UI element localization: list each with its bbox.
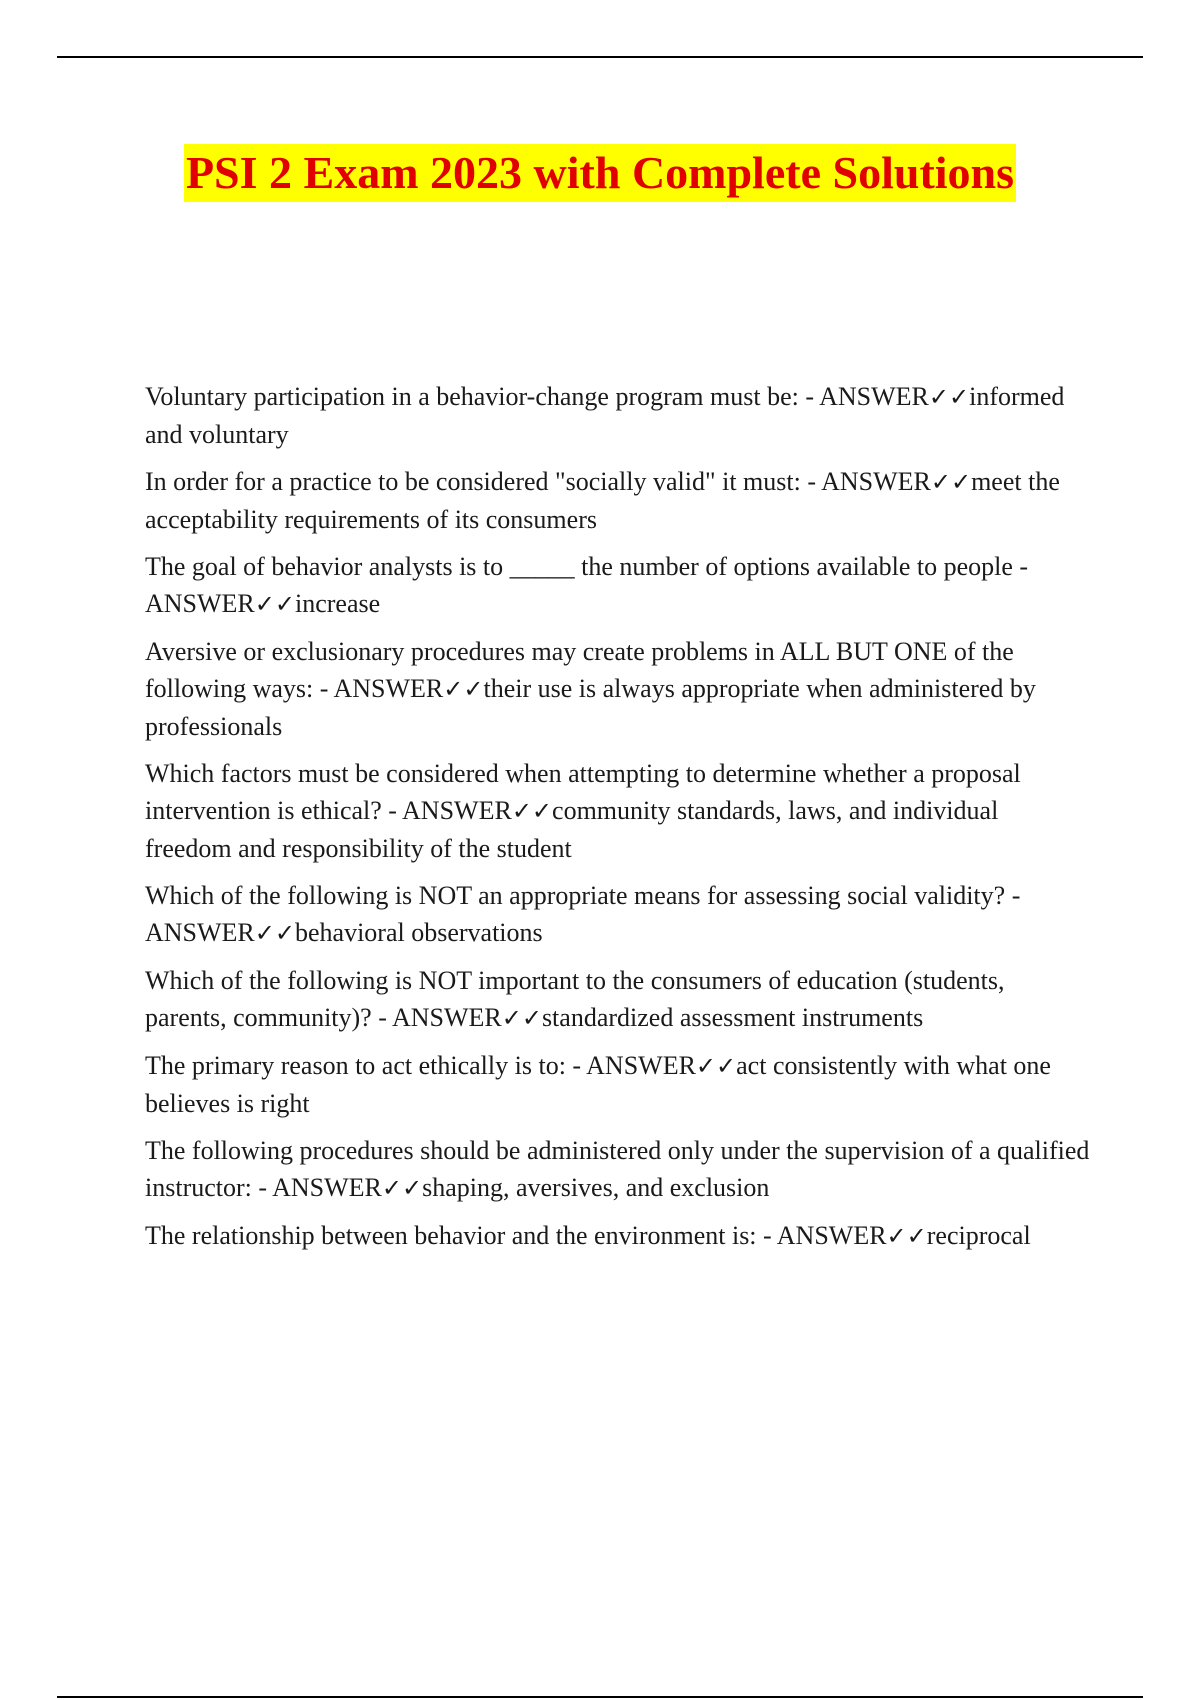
qa-item [145,1047,1090,1122]
answer-text: informed and voluntary [145,382,1065,449]
qa-item [145,1217,1090,1255]
answer-text: standardized assessment instruments [541,1003,924,1032]
question-text: Which of the following is NOT an appropriate means for assessing social validity? - [145,881,1021,910]
double-check-icon: ✓✓ [886,1222,927,1250]
qa-item [145,463,1090,538]
double-check-icon: ✓✓ [695,1052,737,1080]
qa-item [145,1132,1090,1207]
double-check-icon: ✓✓ [928,383,970,411]
double-check-icon: ✓✓ [501,1004,542,1032]
question-text: The primary reason to act ethically is to: - [145,1051,587,1080]
answer-text: meet the acceptability requirements of its consumers [145,467,1060,534]
question-text: Aversive or exclusionary procedures may create problems in ALL BUT ONE of the following ways: - [145,637,1014,703]
question-text: The relationship between behavior and the environment is: - [145,1221,777,1250]
answer-label: ANSWER [821,467,931,496]
question-text: Voluntary participation in a behavior-change program must be: - [145,382,820,411]
title-container [0,144,1200,202]
answer-text: increase [295,589,381,618]
question-text: Which of the following is NOT important to the consumers of education (students, parents, community)? - [145,966,1005,1032]
question-text: The following procedures should be administered only under the supervision of a qualified instructor: - [145,1136,1090,1202]
double-check-icon: ✓✓ [381,1174,423,1202]
answer-label: ANSWER [819,382,929,411]
answer-label: ANSWER [586,1051,696,1080]
double-check-icon: ✓✓ [443,675,484,703]
qa-item [145,962,1090,1037]
qa-list [145,378,1090,1265]
answer-label: ANSWER [272,1173,382,1202]
double-check-icon: ✓✓ [254,919,295,947]
answer-text: community standards, laws, and individual freedom and responsibility of the student [145,796,999,863]
answer-text: their use is always appropriate when administered by professionals [145,674,1036,741]
qa-item [145,877,1090,952]
answer-label: ANSWER [145,918,255,947]
top-rule [57,56,1143,58]
answer-text: reciprocal [926,1221,1031,1250]
qa-item [145,378,1090,453]
double-check-icon: ✓✓ [254,590,295,618]
qa-item [145,548,1090,623]
double-check-icon: ✓✓ [930,468,972,496]
answer-label: ANSWER [776,1221,887,1250]
double-check-icon: ✓✓ [511,797,553,825]
bottom-rule [57,1696,1143,1698]
question-text: The goal of behavior analysts is to _____ the number of options available to people - [145,552,1029,581]
answer-text: act consistently with what one believes is right [145,1051,1051,1118]
qa-item [145,633,1090,745]
answer-label: ANSWER [333,674,444,703]
answer-label: ANSWER [402,796,512,825]
qa-item [145,755,1090,867]
question-text: Which factors must be considered when attempting to determine whether a proposal intervention is ethical? - [145,759,1021,825]
answer-text: behavioral observations [295,918,543,947]
answer-label: ANSWER [145,589,255,618]
answer-text: shaping, aversives, and exclusion [422,1173,770,1202]
question-text: In order for a practice to be considered "socially valid" it must: - [145,467,822,496]
document-title: PSI 2 Exam 2023 with Complete Solutions [184,144,1016,202]
answer-label: ANSWER [391,1003,502,1032]
